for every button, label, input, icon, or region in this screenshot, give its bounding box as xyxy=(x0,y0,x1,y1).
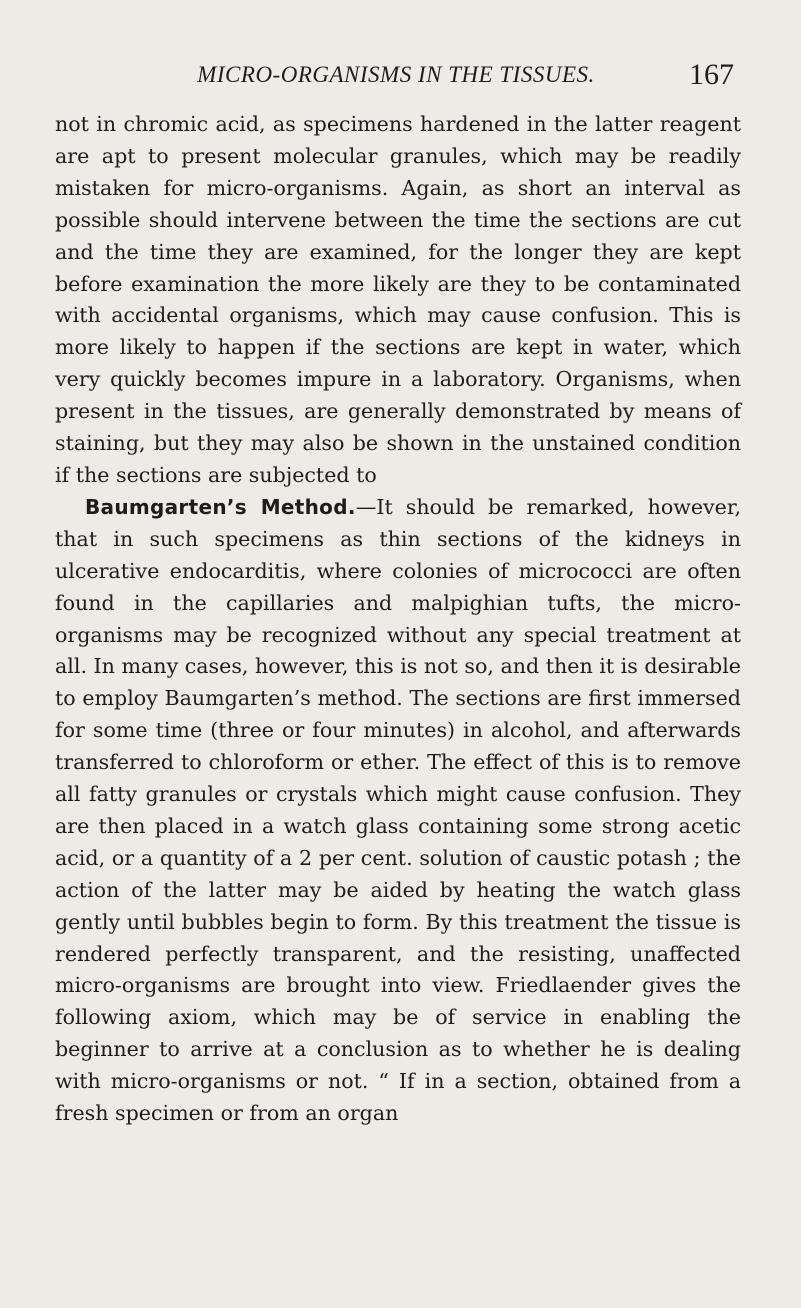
page-number: 167 xyxy=(689,58,734,91)
running-title: MICRO-ORGANISMS IN THE TISSUES. xyxy=(197,62,595,87)
paragraph-2-text: —It should be remarked, however, that in such specimens as thin sections of the kidneys in ulcerative endocarditis, where colonies of micrococci are often found in the capillaries and malpighian tufts, the micro-organisms may be recognized without any special treatment at all. In many cases, however, this is not so, and then it is desirable to employ Baumgarten’s method. The sections are first immersed for some time (three or four minutes) in alcohol, and afterwards transferred to chloroform or ether. The effect of this is to remove all fatty granules or crystals which might cause confusion. They are then placed in a watch glass containing some strong acetic acid, or a quantity of a 2 per cent. solution of caustic potash ; the action of the latter may be aided by heating the watch glass gently until bubbles begin to form. By this treatment the tissue is rendered perfectly transparent, and the resisting, unaffected micro-organisms are brought into view. Friedlaender gives the following axiom, which may be of service in enabling the beginner to arrive at a conclusion as to whether he is dealing with micro-organisms or not. “ If in a section, obtained from a fresh specimen or from an organ xyxy=(55,494,741,1126)
section-heading: Baumgarten’s Method. xyxy=(85,494,356,519)
body-text xyxy=(55,109,741,1130)
running-head xyxy=(118,58,734,98)
paragraph-2 xyxy=(55,492,741,1130)
paragraph-1: not in chromic acid, as specimens hardened in the latter reagent are apt to present molecular granules, which may be readily mistaken for micro-organisms. Again, as short an interval as possible should intervene between the time the sections are cut and the time they are examined, for the longer they are kept before examination the more likely are they to be contaminated with accidental organisms, which may cause confusion. This is more likely to happen if the sections are kept in water, which very quickly becomes impure in a laboratory. Organisms, when present in the tissues, are generally demonstrated by means of staining, but they may also be shown in the unstained condition if the sections are subjected to xyxy=(55,112,741,487)
